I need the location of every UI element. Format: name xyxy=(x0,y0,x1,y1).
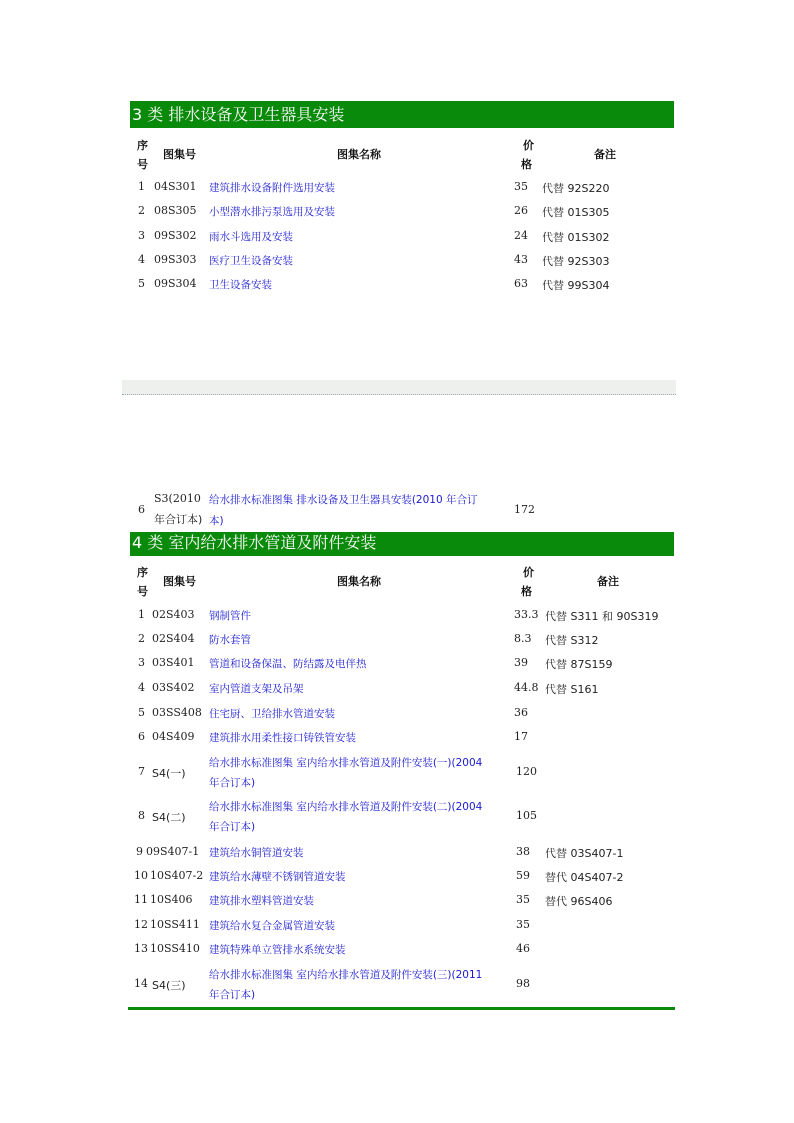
row-note: 代替 S161 xyxy=(545,683,599,696)
header-seq-1: 序 xyxy=(137,566,148,579)
row-seq: 7 xyxy=(138,765,145,778)
row-price: 8.3 xyxy=(514,632,532,645)
row-name-link[interactable]: 住宅厨、卫给排水管道安装 xyxy=(209,708,335,720)
header-seq-1: 序 xyxy=(137,139,148,152)
row-seq: 1 xyxy=(138,608,145,621)
row-price: 24 xyxy=(514,229,528,242)
header-price-2: 格 xyxy=(521,585,532,598)
row-seq: 14 xyxy=(134,977,148,990)
row-name-link-line1[interactable]: 给水排水标准图集 室内给水排水管道及附件安装(三)(2011 xyxy=(209,969,483,981)
row-price: 120 xyxy=(516,765,537,778)
row-code: 09S303 xyxy=(154,253,197,266)
section-4-title: 4 类 室内给水排水管道及附件安装 xyxy=(130,532,674,556)
row-seq: 12 xyxy=(134,918,148,931)
row-price: 35 xyxy=(516,893,530,906)
row-price: 59 xyxy=(516,869,530,882)
row-name-link[interactable]: 卫生设备安装 xyxy=(209,279,272,291)
row-code: 04S301 xyxy=(154,180,197,193)
row-price: 38 xyxy=(516,845,530,858)
row-price: 17 xyxy=(514,730,528,743)
header-name: 图集名称 xyxy=(337,148,381,161)
row-code: 09S304 xyxy=(154,277,197,290)
row-note: 代替 92S303 xyxy=(542,255,610,268)
row-code-line1: S3(2010 xyxy=(154,492,201,505)
row-price: 35 xyxy=(514,180,528,193)
row-code: 10S407-2 xyxy=(150,869,204,882)
row-name-link[interactable]: 医疗卫生设备安装 xyxy=(209,255,293,267)
header-note: 备注 xyxy=(597,575,619,588)
row-name-link[interactable]: 室内管道支架及吊架 xyxy=(209,683,304,695)
row-code: 10S406 xyxy=(150,893,193,906)
row-price: 63 xyxy=(514,277,528,290)
row-price: 105 xyxy=(516,809,537,822)
page-break-divider xyxy=(122,380,676,395)
row-code: 03S402 xyxy=(152,681,195,694)
row-name-link[interactable]: 建筑排水用柔性接口铸铁管安装 xyxy=(209,732,356,744)
row-seq: 10 xyxy=(134,869,148,882)
row-seq: 11 xyxy=(134,893,148,906)
row-code: 03SS408 xyxy=(152,706,202,719)
row-seq: 5 xyxy=(138,706,145,719)
row-name-link[interactable]: 建筑排水塑料管道安装 xyxy=(209,895,314,907)
row-name-link[interactable]: 雨水斗选用及安装 xyxy=(209,231,293,243)
header-note: 备注 xyxy=(594,148,616,161)
header-seq-2: 号 xyxy=(137,158,148,171)
row-name-link[interactable]: 小型潜水排污泵选用及安装 xyxy=(209,206,335,218)
row-name-link[interactable]: 建筑给水薄壁不锈钢管道安装 xyxy=(209,871,346,883)
header-price-2: 格 xyxy=(521,158,532,171)
row-note: 代替 01S302 xyxy=(542,231,610,244)
header-name: 图集名称 xyxy=(337,575,381,588)
row-note: 替代 04S407-2 xyxy=(545,871,624,884)
header-code: 图集号 xyxy=(163,575,196,588)
row-note: 代替 S311 和 90S319 xyxy=(545,610,659,623)
row-price: 26 xyxy=(514,204,528,217)
row-price: 43 xyxy=(514,253,528,266)
row-seq: 3 xyxy=(138,656,145,669)
row-price: 98 xyxy=(516,977,530,990)
row-note: 替代 96S406 xyxy=(545,895,613,908)
row-name-link[interactable]: 建筑给水铜管道安装 xyxy=(209,847,304,859)
header-seq-2: 号 xyxy=(137,585,148,598)
row-seq: 2 xyxy=(138,632,145,645)
row-code: 02S404 xyxy=(152,632,195,645)
row-seq: 4 xyxy=(138,253,145,266)
row-note: 代替 01S305 xyxy=(542,206,610,219)
row-name-link-line1[interactable]: 给水排水标准图集 室内给水排水管道及附件安装(二)(2004 xyxy=(209,801,483,813)
header-price-1: 价 xyxy=(523,566,534,579)
header-code: 图集号 xyxy=(163,148,196,161)
row-code-line2: 年合订本) xyxy=(154,513,203,526)
row-name-link-line2[interactable]: 年合订本) xyxy=(209,989,256,1001)
row-price: 39 xyxy=(514,656,528,669)
row-code: 02S403 xyxy=(152,608,195,621)
row-code: 08S305 xyxy=(154,204,197,217)
row-name-link-line1[interactable]: 给水排水标准图集 室内给水排水管道及附件安装(一)(2004 xyxy=(209,757,483,769)
section-3-title: 3 类 排水设备及卫生器具安装 xyxy=(130,101,674,128)
row-price: 46 xyxy=(516,942,530,955)
row-seq: 13 xyxy=(134,942,148,955)
header-price-1: 价 xyxy=(523,139,534,152)
row-note: 代替 99S304 xyxy=(542,279,610,292)
row-price: 35 xyxy=(516,918,530,931)
row-seq: 9 xyxy=(136,845,143,858)
row-seq: 6 xyxy=(138,730,145,743)
row-code: 10SS411 xyxy=(150,918,200,931)
row-name-link[interactable]: 钢制管件 xyxy=(209,610,251,622)
row-name-link[interactable]: 管道和设备保温、防结露及电伴热 xyxy=(209,658,367,670)
row-seq: 1 xyxy=(138,180,145,193)
row-name-link-line2[interactable]: 年合订本) xyxy=(209,777,256,789)
row-seq: 8 xyxy=(138,809,145,822)
row-note: 代替 87S159 xyxy=(545,658,613,671)
row-code: 03S401 xyxy=(152,656,195,669)
row-code: 04S409 xyxy=(152,730,195,743)
row-code: S4(三) xyxy=(152,979,186,992)
row-seq: 2 xyxy=(138,204,145,217)
row-name-link[interactable]: 防水套管 xyxy=(209,634,251,646)
row-name-link[interactable]: 建筑排水设备附件选用安装 xyxy=(209,182,335,194)
row-name-link-line2[interactable]: 本) xyxy=(209,515,224,527)
row-price: 36 xyxy=(514,706,528,719)
row-seq: 5 xyxy=(138,277,145,290)
table-bottom-rule xyxy=(128,1007,675,1010)
row-name-link[interactable]: 建筑特殊单立管排水系统安装 xyxy=(209,944,346,956)
row-seq: 3 xyxy=(138,229,145,242)
row-note: 代替 03S407-1 xyxy=(545,847,624,860)
row-name-link-line2[interactable]: 年合订本) xyxy=(209,821,256,833)
row-price: 172 xyxy=(514,503,535,516)
row-seq: 4 xyxy=(138,681,145,694)
row-code: 09S407-1 xyxy=(146,845,200,858)
row-note: 代替 S312 xyxy=(545,634,599,647)
row-price: 44.8 xyxy=(514,681,539,694)
row-code: S4(一) xyxy=(152,767,186,780)
row-name-link[interactable]: 建筑给水复合金属管道安装 xyxy=(209,920,335,932)
row-price: 33.3 xyxy=(514,608,539,621)
row-name-link-line1[interactable]: 给水排水标准图集 排水设备及卫生器具安装(2010 年合订 xyxy=(209,494,478,506)
row-code: S4(二) xyxy=(152,811,186,824)
row-note: 代替 92S220 xyxy=(542,182,610,195)
row-seq: 6 xyxy=(138,503,145,516)
row-code: 10SS410 xyxy=(150,942,200,955)
row-code: 09S302 xyxy=(154,229,197,242)
